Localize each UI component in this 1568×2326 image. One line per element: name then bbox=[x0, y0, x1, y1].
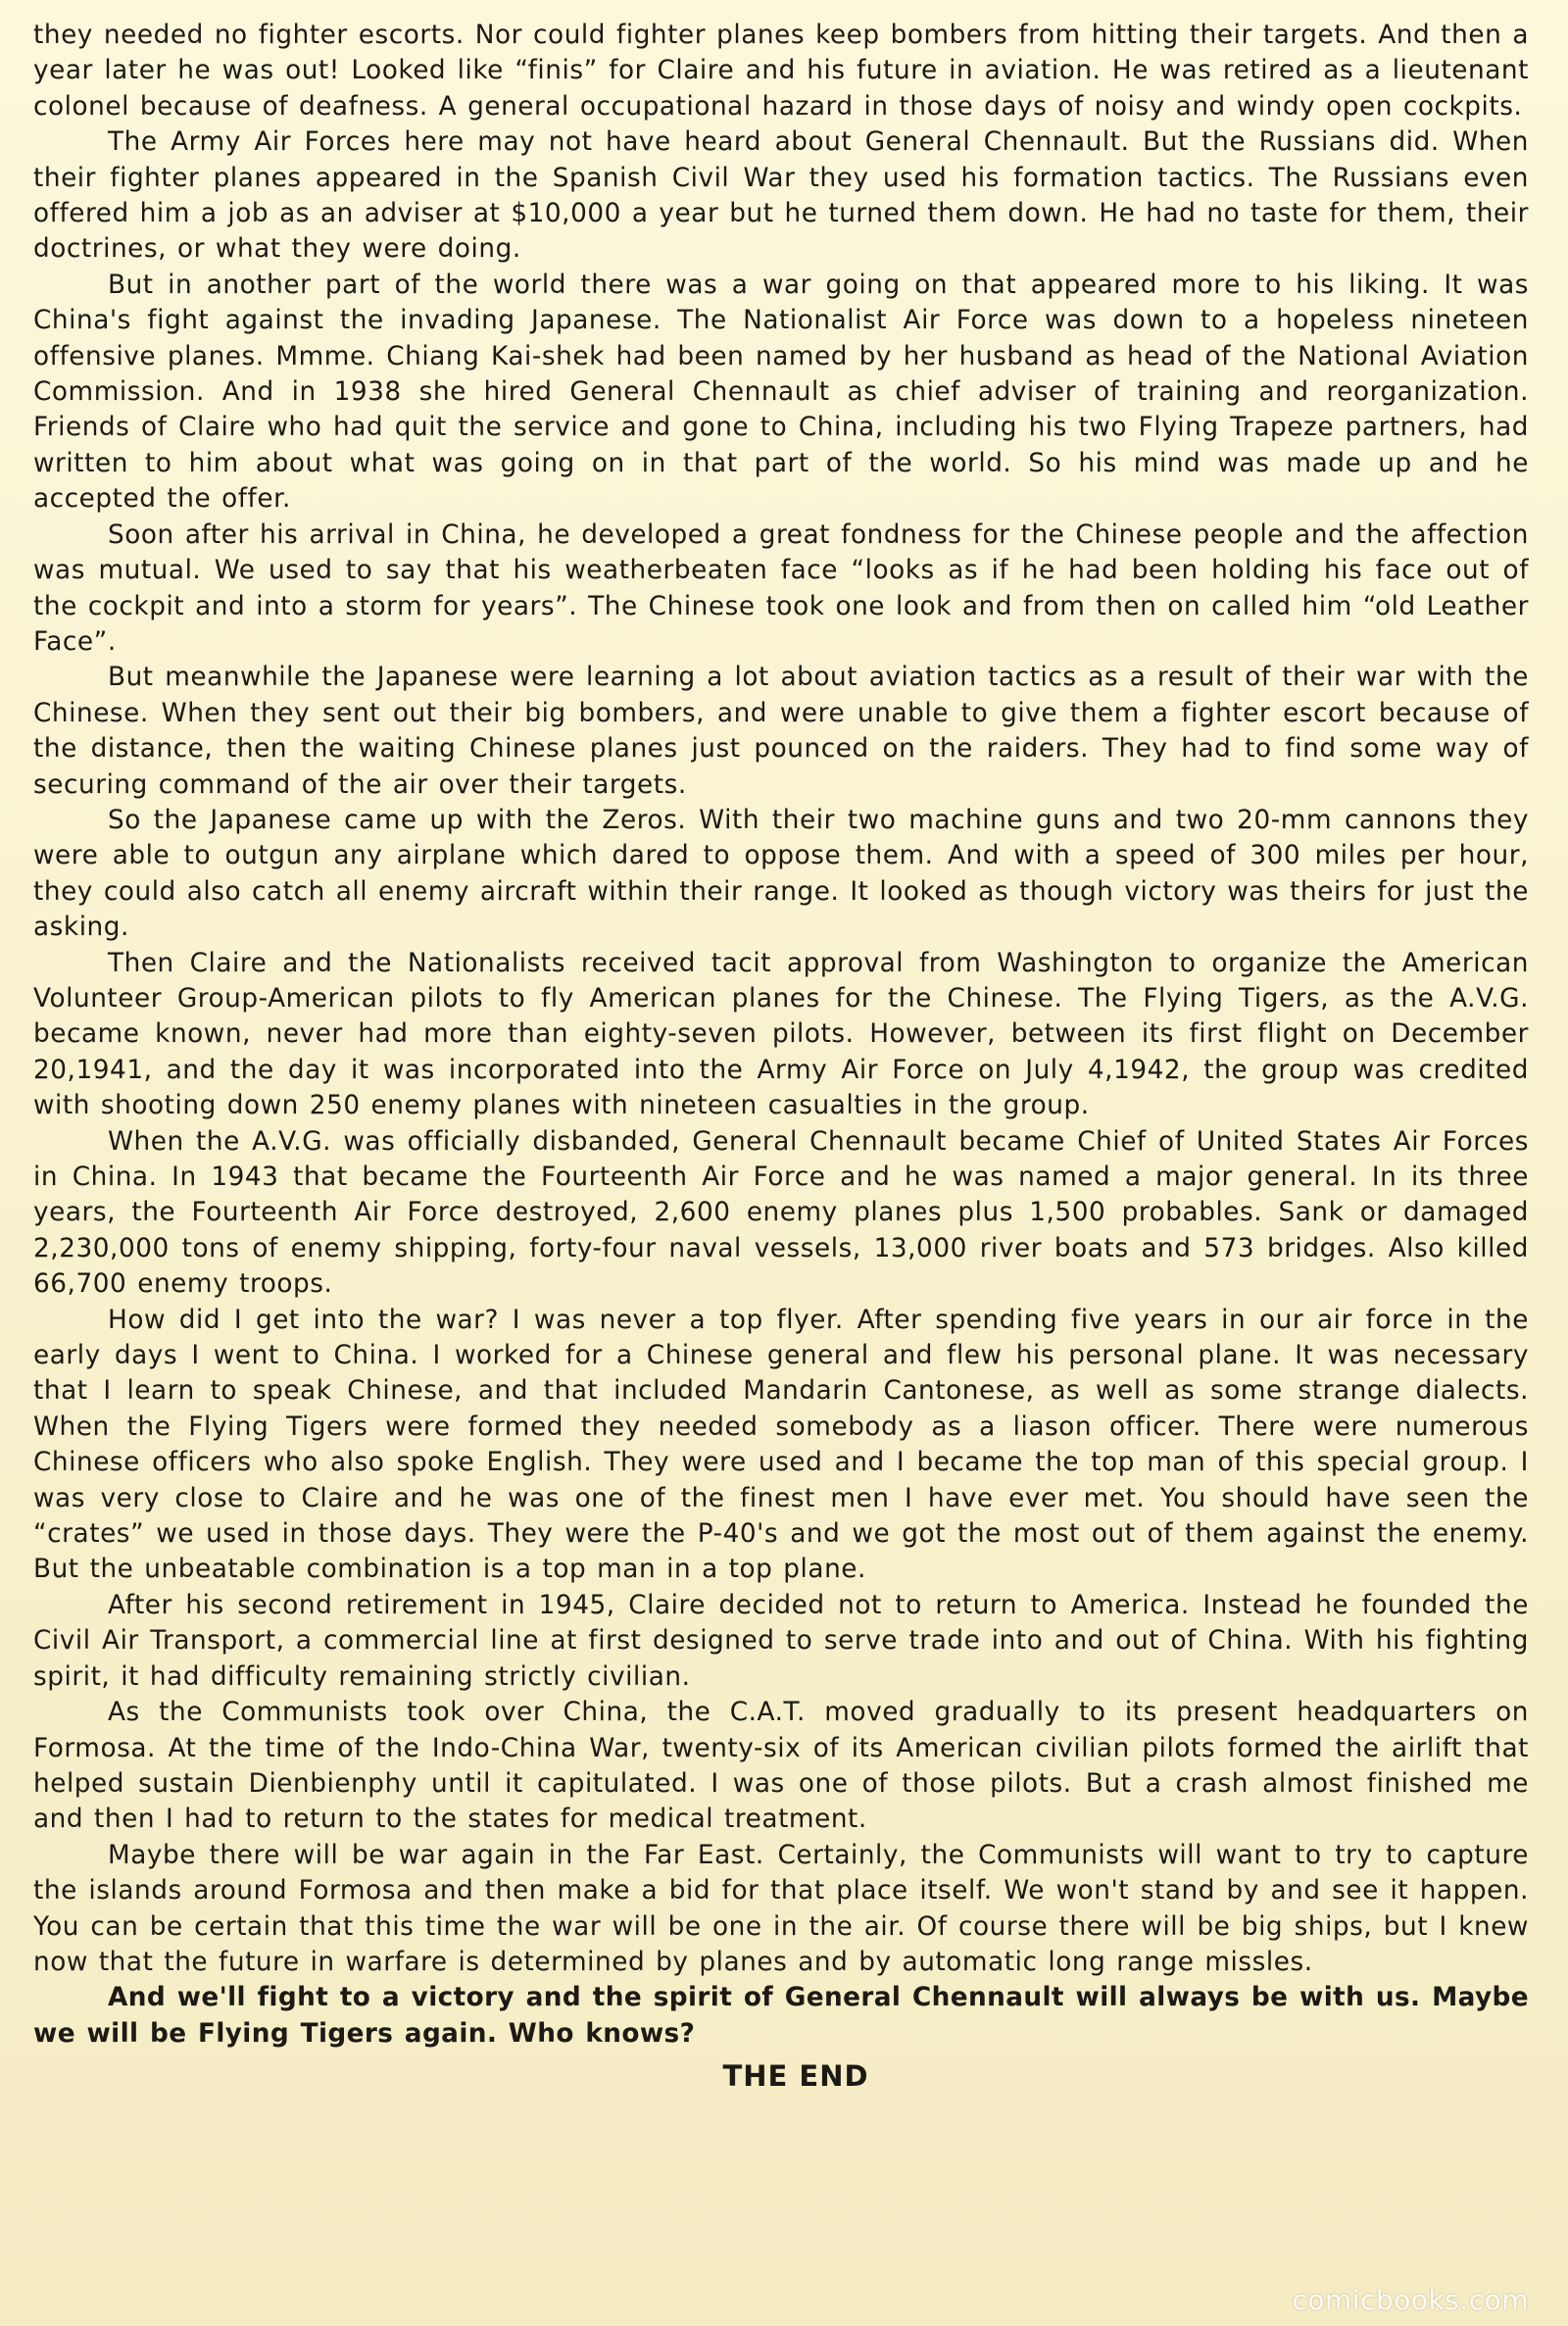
paragraph-8: When the A.V.G. was officially disbanded, General Chennault became Chief of United States Air Forces in China. In 1943 that became the Fourteenth Air Force and he was named a major general. In its three years, the Fourteenth Air Force destroyed, 2,600 enemy planes plus 1,500 probables. Sank or damaged 2,230,000 tons of enemy shipping, forty-four naval vessels, 13,000 river boats and 573 bridges. Also killed 66,700 enemy troops. bbox=[33, 1126, 1529, 1300]
paragraph-3: But in another part of the world there was a war going on that appeared more to his liking. It was China's fight against the invading Japanese. The Nationalist Air Force was down to a hopeless nineteen offensive planes. Mmme. Chiang Kai-shek had been named by her husband as head of the National Aviation Commission. And in 1938 she hired General Chennault as chief adviser of training and reorganization. Friends of Claire who had quit the service and gone to China, including his two Flying Trapeze partners, had written to him about what was going on in that part of the world. So his mind was made up and he accepted the offer. bbox=[33, 270, 1529, 515]
closing-paragraph: And we'll fight to a victory and the spirit of General Chennault will always be with us. Maybe we will be Flying Tigers again. Who knows? bbox=[33, 1983, 1529, 2049]
paragraph-12: Maybe there will be war again in the Far East. Certainly, the Communists will want to try to capture the islands around Formosa and then make a bid for that place itself. We won't stand by and see it happen. You can be certain that this time the war will be one in the air. Of course there will be big ships, but I knew now that the future in warfare is determined by planes and by automatic long range missles. bbox=[33, 1840, 1529, 1977]
paragraph-9: How did I get into the war? I was never a top flyer. After spending five years in our air force in the early days I went to China. I worked for a Chinese general and flew his personal plane. It was necessary that I learn to speak Chinese, and that included Mandarin Cantonese, as well as some strange dialects. When the Flying Tigers were formed they needed somebody as a liason officer. There were numerous Chinese officers who also spoke English. They were used and I became the top man of this special group. I was very close to Claire and he was one of the finest men I have ever met. You should have seen the “crates” we used in those days. They were the P-40's and we got the most out of them against the enemy. But the unbeatable combination is a top man in a top plane. bbox=[33, 1305, 1529, 1585]
paragraph-4: Soon after his arrival in China, he developed a great fondness for the Chinese people and the affection was mutual. We used to say that his weatherbeaten face “looks as if he had been holding his face out of the cockpit and into a storm for years”. The Chinese took one look and from then on called him “old Leather Face”. bbox=[33, 520, 1529, 657]
paragraph-7: Then Claire and the Nationalists received tacit approval from Washington to organize the American Volunteer Group-American pilots to fly American planes for the Chinese. The Flying Tigers, as the A.V.G. became known, never had more than eighty-seven pilots. However, between its first flight on December 20,1941, and the day it was incorporated into the Army Air Force on July 4,1942, the group was credited with shooting down 250 enemy planes with nineteen casualties in the group. bbox=[33, 948, 1529, 1121]
paragraph-2: The Army Air Forces here may not have heard about General Chennault. But the Russians did. When their fighter planes appeared in the Spanish Civil War they used his formation tactics. The Russians even offered him a job as an adviser at $10,000 a year but he turned them down. He had no taste for them, their doctrines, or what they were doing. bbox=[33, 127, 1529, 265]
paragraph-1: they needed no fighter escorts. Nor could fighter planes keep bombers from hitting their targets. And then a year later he was out! Looked like “finis” for Claire and his future in aviation. He was retired as a lieutenant colonel because of deafness. A general occupational hazard in those days of noisy and windy open cockpits. bbox=[33, 21, 1529, 122]
paragraph-11: As the Communists took over China, the C.A.T. moved gradually to its present headquarters on Formosa. At the time of the Indo-China War, twenty-six of its American civilian pilots formed the airlift that helped sustain Dienbienphy until it capitulated. I was one of those pilots. But a crash almost finished me and then I had to return to the states for medical treatment. bbox=[33, 1698, 1529, 1835]
site-watermark: comicbooks.com bbox=[1292, 2284, 1529, 2316]
paragraph-6: So the Japanese came up with the Zeros. With their two machine guns and two 20-mm cannons they were able to outgun any airplane which dared to oppose them. And with a speed of 300 miles per hour, they could also catch all enemy aircraft within their range. It looked as though victory was theirs for just the asking. bbox=[33, 805, 1529, 943]
article-body bbox=[33, 18, 1529, 2093]
paragraph-5: But meanwhile the Japanese were learning a lot about aviation tactics as a result of their war with the Chinese. When they sent out their big bombers, and were unable to give them a fighter escort because of the distance, then the waiting Chinese planes just pounced on the raiders. They had to find some way of securing command of the air over their targets. bbox=[33, 663, 1529, 800]
paragraph-10: After his second retirement in 1945, Claire decided not to return to America. Instead he founded the Civil Air Transport, a commercial line at first designed to serve trade into and out of China. With his fighting spirit, it had difficulty remaining strictly civilian. bbox=[33, 1590, 1529, 1692]
the-end-label: THE END bbox=[722, 2059, 869, 2094]
